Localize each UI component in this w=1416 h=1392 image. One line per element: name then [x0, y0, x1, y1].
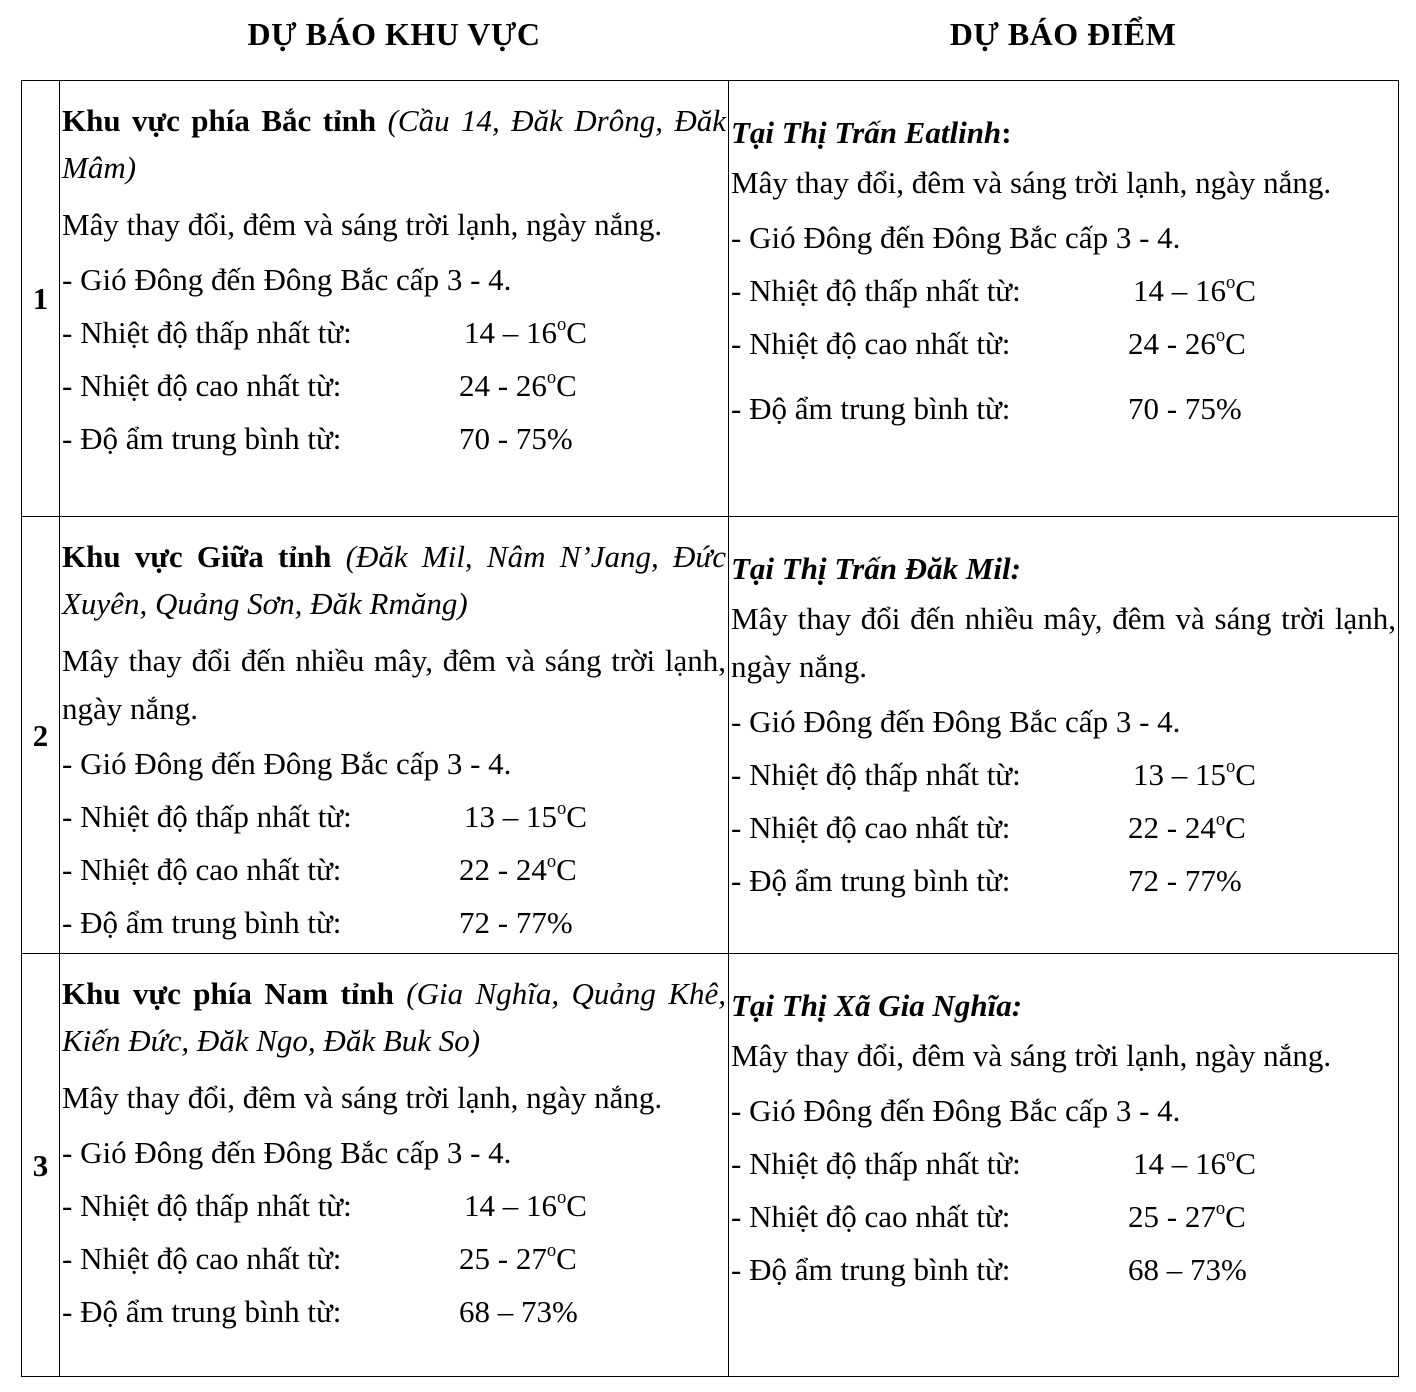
weather-description: Mây thay đổi đến nhiều mây, đêm và sáng trời lạnh, ngày nắng. — [731, 601, 1396, 684]
wind-line — [731, 211, 1396, 264]
min-temp-value: 13 – 15$^o$C — [1133, 755, 1256, 792]
wind-line — [731, 695, 1396, 748]
table-row — [22, 81, 1399, 517]
humidity-label: - Độ ẩm trung bình từ: — [731, 391, 1011, 426]
weather-description: Mây thay đổi, đêm và sáng trời lạnh, ngày nắng. — [731, 165, 1332, 200]
wind-line — [731, 1084, 1396, 1137]
max-temp-label: - Nhiệt độ cao nhất từ: — [731, 810, 1011, 845]
min-temp-value: 13 – 15$^o$C — [464, 797, 587, 834]
max-temp-line — [731, 1190, 1396, 1243]
header-point-forecast: DỰ BÁO ĐIỂM — [949, 16, 1177, 52]
min-temp-label: - Nhiệt độ thấp nhất từ: — [62, 1188, 352, 1223]
area-name: Khu vực Giữa tỉnh — [62, 539, 332, 574]
humidity-value: 72 - 77% — [1128, 863, 1242, 898]
humidity-line — [62, 1285, 726, 1338]
humidity-line — [731, 854, 1396, 907]
area-title — [62, 533, 726, 627]
min-temp-label: - Nhiệt độ thấp nhất từ: — [731, 757, 1021, 792]
area-title — [62, 97, 726, 191]
max-temp-line — [731, 801, 1396, 854]
max-temp-value: 22 - 24$^o$C — [459, 850, 577, 887]
table-row — [22, 517, 1399, 954]
min-temp-line — [62, 1179, 726, 1232]
humidity-label: - Độ ẩm trung bình từ: — [62, 421, 342, 456]
min-temp-label: - Nhiệt độ thấp nhất từ: — [731, 273, 1021, 308]
min-temp-label: - Nhiệt độ thấp nhất từ: — [62, 315, 352, 350]
wind-text: - Gió Đông đến Đông Bắc cấp 3 - 4. — [731, 704, 1181, 739]
min-temp-line — [731, 1137, 1396, 1190]
forecast-table — [21, 80, 1399, 1377]
wind-text: - Gió Đông đến Đông Bắc cấp 3 - 4. — [731, 1093, 1181, 1128]
max-temp-value: 22 - 24$^o$C — [1128, 808, 1246, 845]
weather-description: Mây thay đổi đến nhiều mây, đêm và sáng trời lạnh, ngày nắng. — [62, 643, 726, 726]
humidity-value: 68 – 73% — [459, 1294, 578, 1329]
table-row — [22, 954, 1399, 1377]
row-number: 2 — [22, 517, 60, 954]
area-forecast-cell — [60, 517, 729, 954]
humidity-label: - Độ ẩm trung bình từ: — [731, 863, 1011, 898]
max-temp-line — [62, 1232, 726, 1285]
wind-line — [62, 1126, 726, 1179]
max-temp-label: - Nhiệt độ cao nhất từ: — [62, 368, 342, 403]
min-temp-value: 14 – 16$^o$C — [1133, 1144, 1256, 1181]
min-temp-label: - Nhiệt độ thấp nhất từ: — [731, 1146, 1021, 1181]
min-temp-value: 14 – 16$^o$C — [464, 313, 587, 350]
min-temp-label: - Nhiệt độ thấp nhất từ: — [62, 799, 352, 834]
point-title: Tại Thị Trấn Đăk Mil: — [731, 551, 1021, 586]
area-title — [62, 970, 726, 1064]
min-temp-line — [62, 790, 726, 843]
point-forecast-cell — [729, 517, 1399, 954]
wind-text: - Gió Đông đến Đông Bắc cấp 3 - 4. — [731, 220, 1181, 255]
point-title: Tại Thị Xã Gia Nghĩa: — [731, 988, 1023, 1023]
humidity-label: - Độ ẩm trung bình từ: — [62, 1294, 342, 1329]
area-forecast-cell — [60, 81, 729, 517]
wind-text: - Gió Đông đến Đông Bắc cấp 3 - 4. — [62, 746, 512, 781]
row-number: 1 — [22, 81, 60, 517]
humidity-label: - Độ ẩm trung bình từ: — [731, 1252, 1011, 1287]
humidity-value: 70 - 75% — [459, 421, 573, 456]
weather-description: Mây thay đổi, đêm và sáng trời lạnh, ngày nắng. — [62, 1080, 663, 1115]
max-temp-line — [731, 317, 1396, 370]
max-temp-label: - Nhiệt độ cao nhất từ: — [62, 1241, 342, 1276]
humidity-value: 72 - 77% — [459, 905, 573, 940]
wind-line — [62, 253, 726, 306]
min-temp-line — [731, 264, 1396, 317]
max-temp-line — [62, 359, 726, 412]
max-temp-value: 25 - 27$^o$C — [1128, 1197, 1246, 1234]
max-temp-value: 24 - 26$^o$C — [459, 366, 577, 403]
max-temp-line — [62, 843, 726, 896]
point-forecast-cell — [729, 954, 1399, 1377]
area-localities: (Cầu 14, Đăk Drông, Đăk Mâm) — [62, 103, 727, 185]
weather-description: Mây thay đổi, đêm và sáng trời lạnh, ngày nắng. — [62, 207, 663, 242]
area-name: Khu vực phía Nam tỉnh — [62, 976, 394, 1011]
max-temp-label: - Nhiệt độ cao nhất từ: — [731, 1199, 1011, 1234]
min-temp-line — [62, 306, 726, 359]
header-area-forecast: DỰ BÁO KHU VỰC — [247, 16, 541, 52]
row-number: 3 — [22, 954, 60, 1377]
max-temp-label: - Nhiệt độ cao nhất từ: — [731, 326, 1011, 361]
area-forecast-cell — [60, 954, 729, 1377]
area-localities: (Gia Nghĩa, Quảng Khê, Kiến Đức, Đăk Ngo, Đăk Buk So) — [62, 976, 726, 1058]
point-forecast-cell — [729, 81, 1399, 517]
min-temp-value: 14 – 16$^o$C — [464, 1186, 587, 1223]
humidity-line — [731, 1243, 1396, 1296]
humidity-value: 68 – 73% — [1128, 1252, 1247, 1287]
humidity-line — [731, 382, 1396, 435]
max-temp-value: 24 - 26$^o$C — [1128, 324, 1246, 361]
max-temp-value: 25 - 27$^o$C — [459, 1239, 577, 1276]
point-title: Tại Thị Trấn Eatlinh: — [731, 115, 1012, 150]
min-temp-value: 14 – 16$^o$C — [1133, 271, 1256, 308]
humidity-line — [62, 896, 726, 949]
area-name: Khu vực phía Bắc tỉnh — [62, 103, 377, 138]
humidity-line — [62, 412, 726, 465]
max-temp-label: - Nhiệt độ cao nhất từ: — [62, 852, 342, 887]
wind-text: - Gió Đông đến Đông Bắc cấp 3 - 4. — [62, 1135, 512, 1170]
weather-description: Mây thay đổi, đêm và sáng trời lạnh, ngày nắng. — [731, 1038, 1332, 1073]
humidity-label: - Độ ẩm trung bình từ: — [62, 905, 342, 940]
wind-line — [62, 737, 726, 790]
humidity-value: 70 - 75% — [1128, 391, 1242, 426]
min-temp-line — [731, 748, 1396, 801]
area-localities: (Đăk Mil, Nâm N’Jang, Đức Xuyên, Quảng Sơn, Đăk Rmăng) — [62, 539, 727, 621]
wind-text: - Gió Đông đến Đông Bắc cấp 3 - 4. — [62, 262, 512, 297]
